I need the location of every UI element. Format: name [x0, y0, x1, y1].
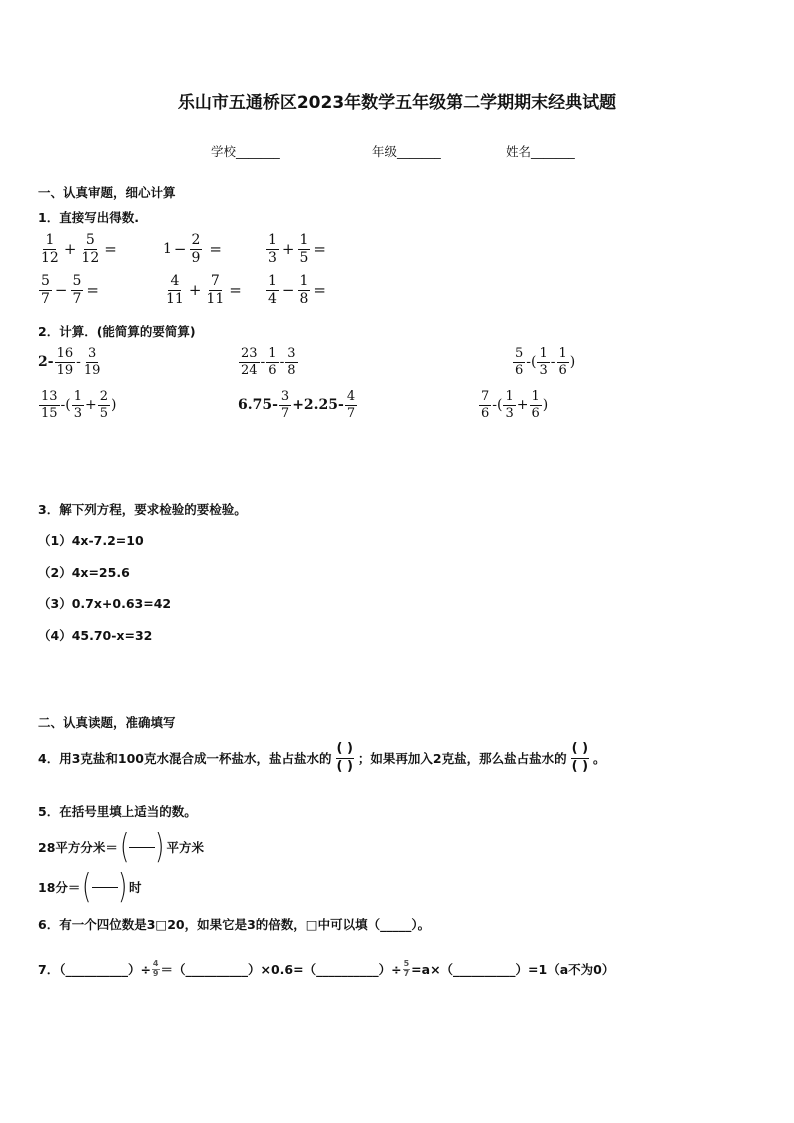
fraction: $\frac{2}{5}$	[99, 389, 109, 421]
q2-expr-2: $\frac{23}{24}$ - $\frac{1}{6}$ - $\frac{3}{8}$	[241, 346, 296, 378]
q2-expr-6: $\frac{7}{6}$ -( $\frac{1}{3}$ + $\frac{1}{6}$ )	[481, 389, 549, 421]
fraction: $\frac{1}{6}$	[268, 346, 277, 378]
fraction: $\frac{2}{9}$	[191, 232, 201, 266]
fraction: $\frac{1}{3}$	[268, 232, 277, 266]
q2-expr-4: $\frac{13}{15}$ -( $\frac{1}{3}$ + $\frac{2}{5}$ )	[41, 389, 117, 421]
q2-expr-1: 2- $\frac{16}{19}$ - $\frac{3}{19}$	[38, 346, 101, 378]
fraction: $\frac{1}{6}$	[558, 346, 567, 378]
fraction: $\frac{4}{7}$	[346, 389, 356, 421]
q3-equation-1: （1）4x-7.2=10	[38, 533, 144, 548]
fraction: $\frac{1}{5}$	[299, 232, 309, 266]
fraction: $\frac{1}{4}$	[268, 273, 277, 307]
fraction: $\frac{1}{8}$	[299, 273, 309, 307]
school-label: 学校	[211, 144, 237, 159]
q3-equation-3: （3）0.7x+0.63=42	[38, 596, 172, 611]
grade-label: 年级	[372, 144, 398, 159]
q5-line-1: 28平方分米＝ ( ) 平方米	[38, 827, 204, 867]
fraction: $\frac{5}{7}$	[403, 959, 410, 978]
q3-equation-2: （2）4x=25.6	[38, 565, 130, 580]
q1-item-4: $\frac{5}{7}$ − $\frac{5}{7}$ =	[41, 273, 99, 307]
page-title: 乐山市五通桥区2023年数学五年级第二学期期末经典试题	[177, 93, 617, 113]
q2-expr-5: 6.75- $\frac{3}{7}$ +2.25- $\frac{4}{7}$	[238, 389, 356, 421]
section-1-heading: 一、认真审题，细心计算	[38, 185, 176, 200]
q3-label: 3．解下列方程，要求检验的要检验。	[38, 502, 247, 517]
answer-blank-fraction[interactable]: ( )	[119, 827, 165, 867]
grade-blank: _______	[397, 144, 441, 159]
fraction: $\frac{23}{24}$	[241, 346, 258, 378]
fraction: $\frac{5}{6}$	[515, 346, 524, 378]
q1-item-1: $\frac{1}{12}$ + $\frac{5}{12}$ =	[41, 232, 117, 266]
fraction: $\frac{5}{12}$	[81, 232, 100, 266]
fraction: $\frac{7}{6}$	[481, 389, 490, 421]
q1-item-2: 1 − $\frac{2}{9}$ =	[163, 232, 222, 266]
answer-blank-fraction[interactable]: ( )	[82, 867, 127, 907]
fraction: $\frac{1}{12}$	[41, 232, 59, 266]
fraction: $\frac{13}{15}$	[41, 389, 58, 421]
fraction: $\frac{3}{19}$	[83, 346, 101, 378]
fraction: $\frac{4}{11}$	[166, 273, 184, 307]
fraction: $\frac{1}{3}$	[73, 389, 83, 421]
name-blank: _______	[531, 144, 575, 159]
fraction: $\frac{7}{11}$	[206, 273, 225, 307]
q5-label: 5．在括号里填上适当的数。	[38, 804, 197, 819]
q1-item-3: $\frac{1}{3}$ + $\frac{1}{5}$ =	[268, 232, 326, 266]
grade-field	[372, 142, 441, 160]
q1-item-6: $\frac{1}{4}$ − $\frac{1}{8}$ =	[268, 273, 326, 307]
section-2-heading: 二、认真读题，准确填写	[38, 715, 176, 730]
school-field	[211, 142, 280, 160]
q1-item-5: $\frac{4}{11}$ + $\frac{7}{11}$ =	[166, 273, 242, 307]
fraction: $\frac{1}{3}$	[539, 346, 548, 378]
q2-label: 2．计算．(能简算的要简算)	[38, 324, 196, 339]
fraction: $\frac{3}{8}$	[287, 346, 296, 378]
q6: 6．有一个四位数是3□20，如果它是3的倍数，□中可以填（_____）。	[38, 917, 431, 932]
name-field	[506, 142, 575, 160]
fraction: $\frac{16}{19}$	[56, 346, 74, 378]
q5-line-2: 18分＝ ( ) 时	[38, 867, 142, 907]
fraction: $\frac{3}{7}$	[280, 389, 290, 421]
name-label: 姓名	[506, 144, 532, 159]
fraction: $\frac{1}{6}$	[531, 389, 540, 421]
q4: 4．用3克盐和100克水混合成一杯盐水，盐占盐水的 ( ) ( ) ；如果再加入2克盐，那么盐占盐水的 ( ) ( ) 。	[38, 741, 606, 774]
q2-expr-3: $\frac{5}{6}$ -( $\frac{1}{3}$ - $\frac{1}{6}$ )	[515, 346, 576, 378]
school-blank: _______	[236, 144, 280, 159]
fraction: $\frac{5}{7}$	[41, 273, 50, 307]
answer-blank-fraction[interactable]: ( ) ( )	[336, 741, 353, 774]
fraction: $\frac{4}{9}$	[152, 959, 159, 978]
q3-equation-4: （4）45.70-x=32	[38, 628, 153, 643]
fraction: $\frac{1}{3}$	[505, 389, 514, 421]
q7: 7．（__________）÷ $\frac{4}{9}$ ＝（__________）×0.6=（__________）÷ $\frac{5}{7}$ =a×（__________）=1（a不为0）	[38, 959, 615, 978]
answer-blank-fraction[interactable]: ( ) ( )	[571, 741, 589, 774]
fraction: $\frac{5}{7}$	[72, 273, 82, 307]
q1-label: 1．直接写出得数.	[38, 210, 139, 225]
